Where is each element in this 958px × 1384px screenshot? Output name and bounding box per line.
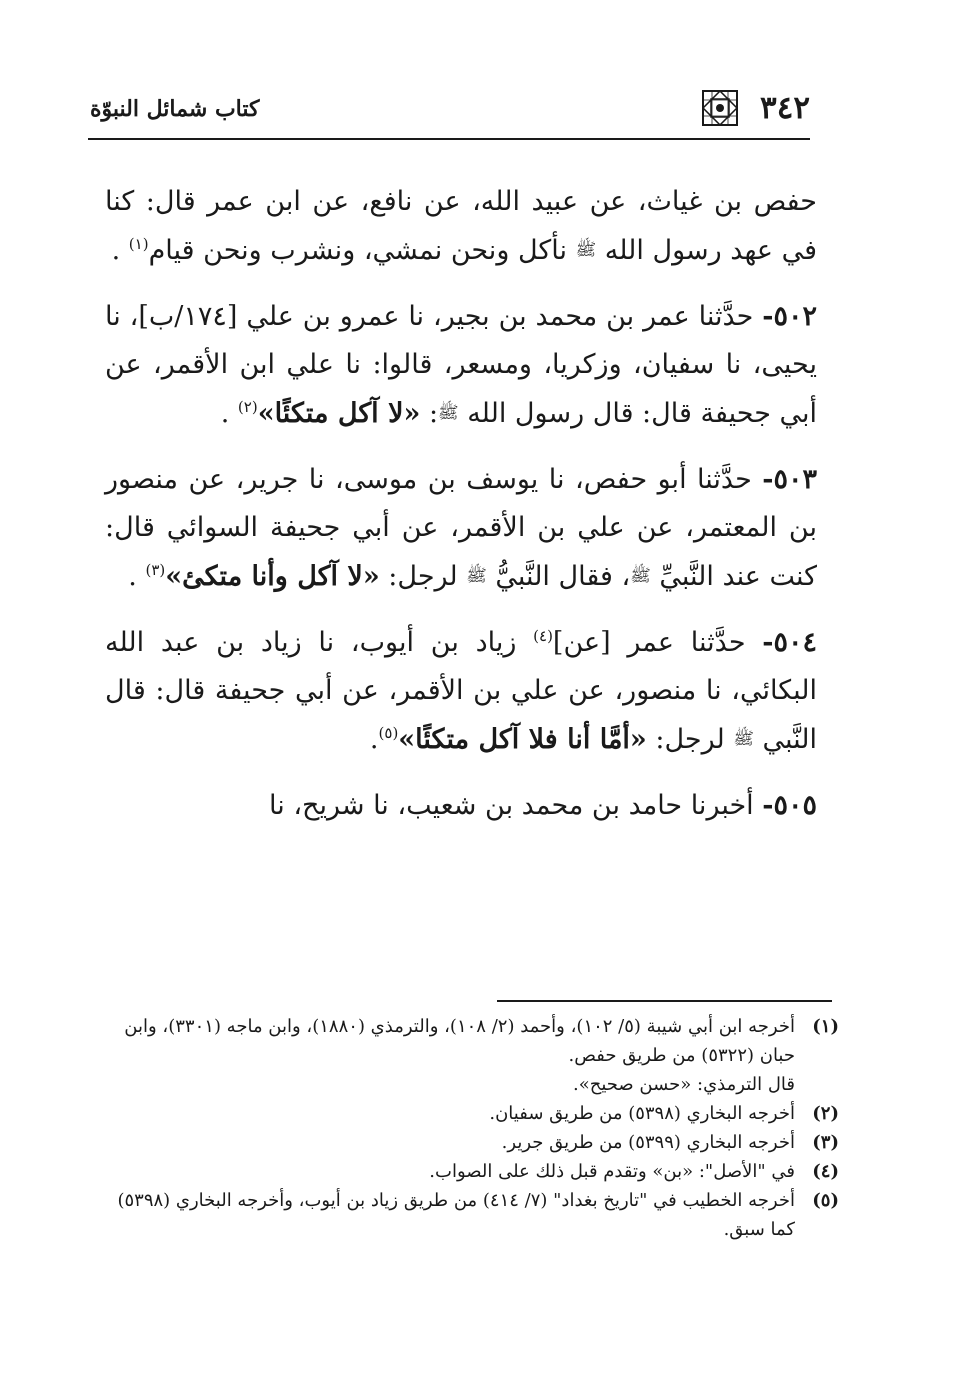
salutation-icon: ﷺ bbox=[466, 566, 487, 586]
footnote-text: أخرجه البخاري (٥٣٩٩) من طريق جرير. bbox=[501, 1132, 795, 1153]
text-segment: حدَّثنا عمر [عن] bbox=[552, 627, 763, 658]
page-number: ٣٤٢ bbox=[760, 90, 810, 126]
book-title: كتاب شمائل النبوّة bbox=[90, 96, 260, 122]
footnote-ref: (١) bbox=[128, 235, 149, 253]
paragraph-505 bbox=[105, 782, 817, 830]
footnote-text: أخرجه الخطيب في "تاريخ بغداد" (٧/ ٤١٤) من طريق زياد بن أيوب، وأخرجه البخاري (٥٣٩٨) كما سبق. bbox=[117, 1190, 795, 1240]
hadith-number: ٥٠٣- bbox=[762, 464, 817, 495]
header-rule bbox=[88, 138, 810, 140]
running-header bbox=[88, 88, 810, 148]
text-segment: . bbox=[369, 724, 379, 755]
text-segment: . bbox=[220, 398, 238, 429]
text-segment: حدَّثنا أبو حفص، نا يوسف بن موسى، نا جرير، عن منصور بن المعتمر، عن علي بن الأقمر، عن أبي جحيفة السوائي قال: كنت عند النَّبيِّ bbox=[105, 464, 817, 592]
footnote-ref: (٣) bbox=[145, 561, 166, 579]
footnote-rule bbox=[497, 1000, 832, 1002]
footnote-mark: (٣) bbox=[812, 1132, 839, 1153]
hadith-quote: «لا آكل وأنا متكئ» bbox=[165, 561, 380, 592]
footnote-mark: (٥) bbox=[812, 1190, 839, 1211]
paragraph-504 bbox=[105, 619, 817, 764]
footnote-item bbox=[112, 1128, 839, 1157]
footnote-item bbox=[112, 1186, 839, 1244]
salutation-icon: ﷺ bbox=[575, 240, 597, 260]
salam-icon: ﷺ bbox=[630, 566, 651, 586]
footnote-mark: (١) bbox=[812, 1016, 839, 1037]
paragraph-503 bbox=[105, 456, 817, 601]
text-segment: . bbox=[111, 235, 129, 266]
footnote-text: في "الأصل": «بن» وتقدم قبل ذلك على الصواب. bbox=[429, 1161, 795, 1182]
text-segment: حفص بن غياث، عن عبيد الله، عن نافع، عن ابن عمر قال: كنا في عهد رسول الله bbox=[105, 186, 817, 266]
text-segment: . bbox=[128, 561, 146, 592]
footnote-item bbox=[112, 1099, 839, 1128]
footnote-text: قال الترمذي: «حسن صحيح». bbox=[572, 1074, 795, 1095]
footnote-mark: (٢) bbox=[812, 1103, 839, 1124]
hadith-number: ٥٠٤- bbox=[762, 627, 817, 658]
footnote-ref: (٤) bbox=[533, 627, 553, 645]
footnote-text: أخرجه ابن أبي شيبة (٥/ ١٠٢)، وأحمد (٢/ ١٠٨)، والترمذي (١٨٨٠)، وابن ماجه (٣٣٠١)، وابن حبان (٥٣٢٢) من طريق حفص. bbox=[124, 1016, 795, 1066]
footnote-mark: (٤) bbox=[812, 1161, 839, 1182]
paragraph-501-continued bbox=[105, 178, 817, 275]
text-segment: : bbox=[420, 398, 439, 429]
text-segment: نأكل ونحن نمشي، ونشرب ونحن قيام bbox=[148, 235, 567, 266]
text-segment: ، فقال النَّبيُّ bbox=[495, 561, 631, 592]
footnote-ref: (٥) bbox=[378, 724, 399, 742]
footnote-item bbox=[112, 1012, 839, 1099]
salutation-icon: ﷺ bbox=[438, 403, 459, 423]
hadith-quote: «أمَّا أنا فلا آكل متكئًا» bbox=[398, 724, 647, 755]
main-text bbox=[105, 178, 817, 848]
footnotes bbox=[112, 1012, 839, 1244]
text-segment: زياد بن أيوب، نا زياد بن عبد الله البكائي، نا منصور، عن علي بن الأقمر، عن أبي جحيفة قال: قال النَّبي bbox=[105, 627, 817, 755]
paragraph-502 bbox=[105, 293, 817, 438]
ornament-icon bbox=[700, 88, 740, 128]
text-segment: لرجل: bbox=[379, 561, 467, 592]
footnote-item bbox=[112, 1157, 839, 1186]
salutation-icon: ﷺ bbox=[733, 729, 754, 749]
footnote-ref: (٢) bbox=[237, 398, 258, 416]
text-segment: لرجل: bbox=[646, 724, 734, 755]
text-segment: أخبرنا حامد بن محمد بن شعيب، نا شريح، نا bbox=[269, 790, 763, 821]
hadith-number: ٥٠٢- bbox=[762, 301, 817, 332]
hadith-quote: «لا آكل متكئًا» bbox=[257, 398, 421, 429]
footnote-text: أخرجه البخاري (٥٣٩٨) من طريق سفيان. bbox=[489, 1103, 795, 1124]
hadith-number: ٥٠٥- bbox=[762, 790, 817, 821]
text-segment: حدَّثنا عمر بن محمد بن بجير، نا عمرو بن علي [١٧٤/ب]، نا يحيى، نا سفيان، وزكريا، ومسعر، قالوا: نا علي ابن الأقمر، عن أبي جحيفة قال: قال رسول الله bbox=[105, 301, 817, 429]
